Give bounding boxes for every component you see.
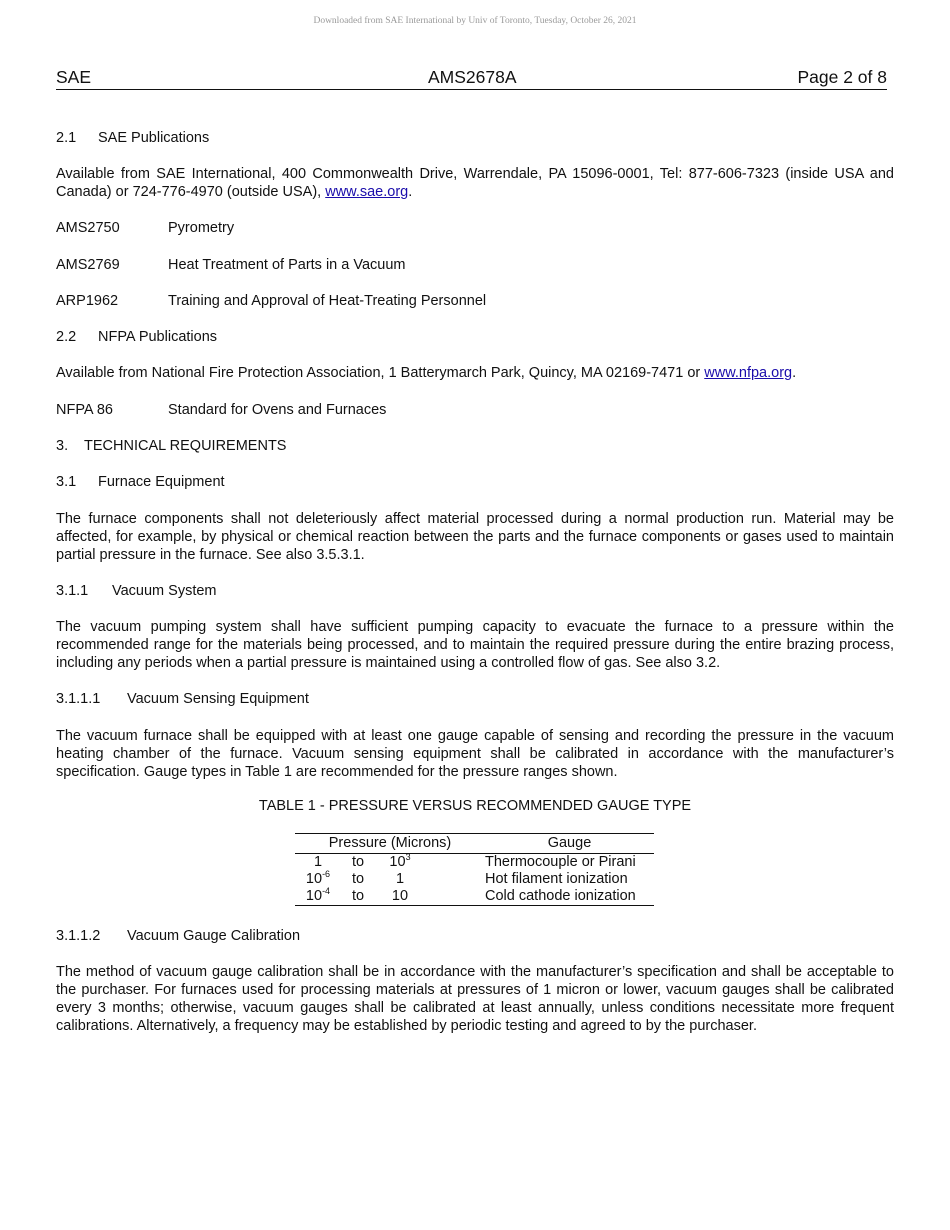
availability-text: Available from SAE International, 400 Commonwealth Drive, Warrendale, PA 15096-0001, Tel: 877-606-7323 (inside USA and Canada) or 724-776-4970 (outside USA), [56,166,894,200]
pressure-from: $10^{-4}$ [305,886,331,904]
header-page-number: Page 2 of 8 [797,67,887,87]
section-3-1-1-1-body: The vacuum furnace shall be equipped with at least one gauge capable of sensing and recording the pressure in the vacuum heating chamber of the furnace. Vacuum sensing equipment shall be calibrated in accordance with the manufacturer’s specification. Gauge types in Table 1 are recommended for the pressure ranges shown. [56,728,894,780]
ref-title: Standard for Ovens and Furnaces [168,402,387,418]
column-header-gauge: Gauge [485,834,654,854]
section-number: 3.1.1 [56,583,89,599]
pressure-to-word: to [351,871,365,887]
column-header-pressure: Pressure (Microns) [295,834,485,854]
gauge-type: Thermocouple or Pirani [485,854,636,870]
ref-nfpa86 [56,401,894,419]
section-number: 3.1 [56,474,77,490]
section-number: 3.1.1.1 [56,691,101,707]
gauge-type: Hot filament ionization [485,871,628,887]
section-number: 3. [56,438,69,454]
ref-title: Pyrometry [168,220,235,236]
section-title: Vacuum Sensing Equipment [127,691,309,707]
ref-code: AMS2769 [56,257,120,273]
section-title: Vacuum Gauge Calibration [127,928,301,944]
ref-title: Training and Approval of Heat-Treating Personnel [168,293,487,309]
section-number: 3.1.1.2 [56,928,101,944]
pressure-from: 1 [313,854,323,870]
section-3-1-1-body: The vacuum pumping system shall have sufficient pumping capacity to evacuate the furnace to a pressure within the recommended range for the materials being processed, and to maintain the required pressure during the entire brazing process, including any periods when a partial pressure is maintained using a controlled flow of gas. See also 3.2. [56,619,894,671]
section-title: Furnace Equipment [98,474,225,490]
section-title: SAE Publications [98,130,210,146]
ref-code: AMS2750 [56,220,120,236]
download-watermark: Downloaded from SAE International by Univ of Toronto, Tuesday, October 26, 2021 [313,16,637,26]
header-org: SAE [56,67,92,87]
ref-ams2750 [56,219,894,237]
pressure-from: $10^{-6}$ [305,869,331,887]
section-2-1-availability: Available from SAE International, 400 Commonwealth Drive, Warrendale, PA 15096-0001, Tel: 877-606-7323 (inside USA and Canada) or 724-776-4970 (outside USA), www.sae.org. [56,166,894,200]
section-3-1-heading [56,473,894,491]
section-3-1-body: The furnace components shall not deleteriously affect material processed during a normal production run. Material may be affected, for example, by physical or chemical reaction between the parts and the furnace components or gases used to maintain partial pressure in the furnace. See also 3.5.3.1. [56,511,894,563]
pressure-upper: $10^3$ [389,852,411,870]
ref-arp1962 [56,292,894,310]
sae-website-link[interactable]: www.sae.org [325,184,409,200]
section-3-1-1-2-heading [56,927,894,945]
table-row [295,854,654,872]
section-number: 2.1 [56,130,77,146]
pressure-gauge-table [295,833,654,906]
pressure-to-word: to [351,854,365,870]
section-title: NFPA Publications [98,329,218,345]
table-row [295,871,654,888]
section-2-2-heading [56,328,894,346]
table-1-caption: TABLE 1 - PRESSURE VERSUS RECOMMENDED GAUGE TYPE [258,798,692,814]
ref-title: Heat Treatment of Parts in a Vacuum [168,257,406,273]
ref-code: NFPA 86 [56,402,113,418]
section-3-1-1-heading [56,582,894,600]
section-title: TECHNICAL REQUIREMENTS [84,438,287,454]
availability-text: Available from National Fire Protection Association, 1 Batterymarch Park, Quincy, MA 02169-7471 or [56,365,705,381]
pressure-to-word: to [351,888,365,904]
ref-ams2769 [56,256,894,274]
section-3-1-1-2-body: The method of vacuum gauge calibration shall be in accordance with the manufacturer’s specification and shall be acceptable to the purchaser. For furnaces used for processing materials at pressures of 1 micron or lower, vacuum gauges shall be calibrated every 3 months; otherwise, vacuum gauges shall be calibrated at least annually, unless conditions necessitate more frequent calibrations. Alternatively, a frequency may be established by periodic testing and agreed to by the purchaser. [56,964,894,1034]
nfpa-website-link[interactable]: www.nfpa.org [704,365,793,381]
section-3-heading [56,437,894,455]
section-2-2-availability: Available from National Fire Protection Association, 1 Batterymarch Park, Quincy, MA 02169-7471 or www.nfpa.org. [56,365,797,381]
section-3-1-1-1-heading [56,690,894,708]
gauge-type: Cold cathode ionization [485,888,654,906]
table-row [295,888,654,906]
page-header [56,67,887,90]
ref-code: ARP1962 [56,293,119,309]
pressure-upper: 10 [391,888,409,904]
section-2-1-heading [56,129,894,147]
section-title: Vacuum System [112,583,217,599]
pressure-upper: 1 [395,871,405,887]
header-doc-number: AMS2678A [428,67,517,87]
section-number: 2.2 [56,329,77,345]
